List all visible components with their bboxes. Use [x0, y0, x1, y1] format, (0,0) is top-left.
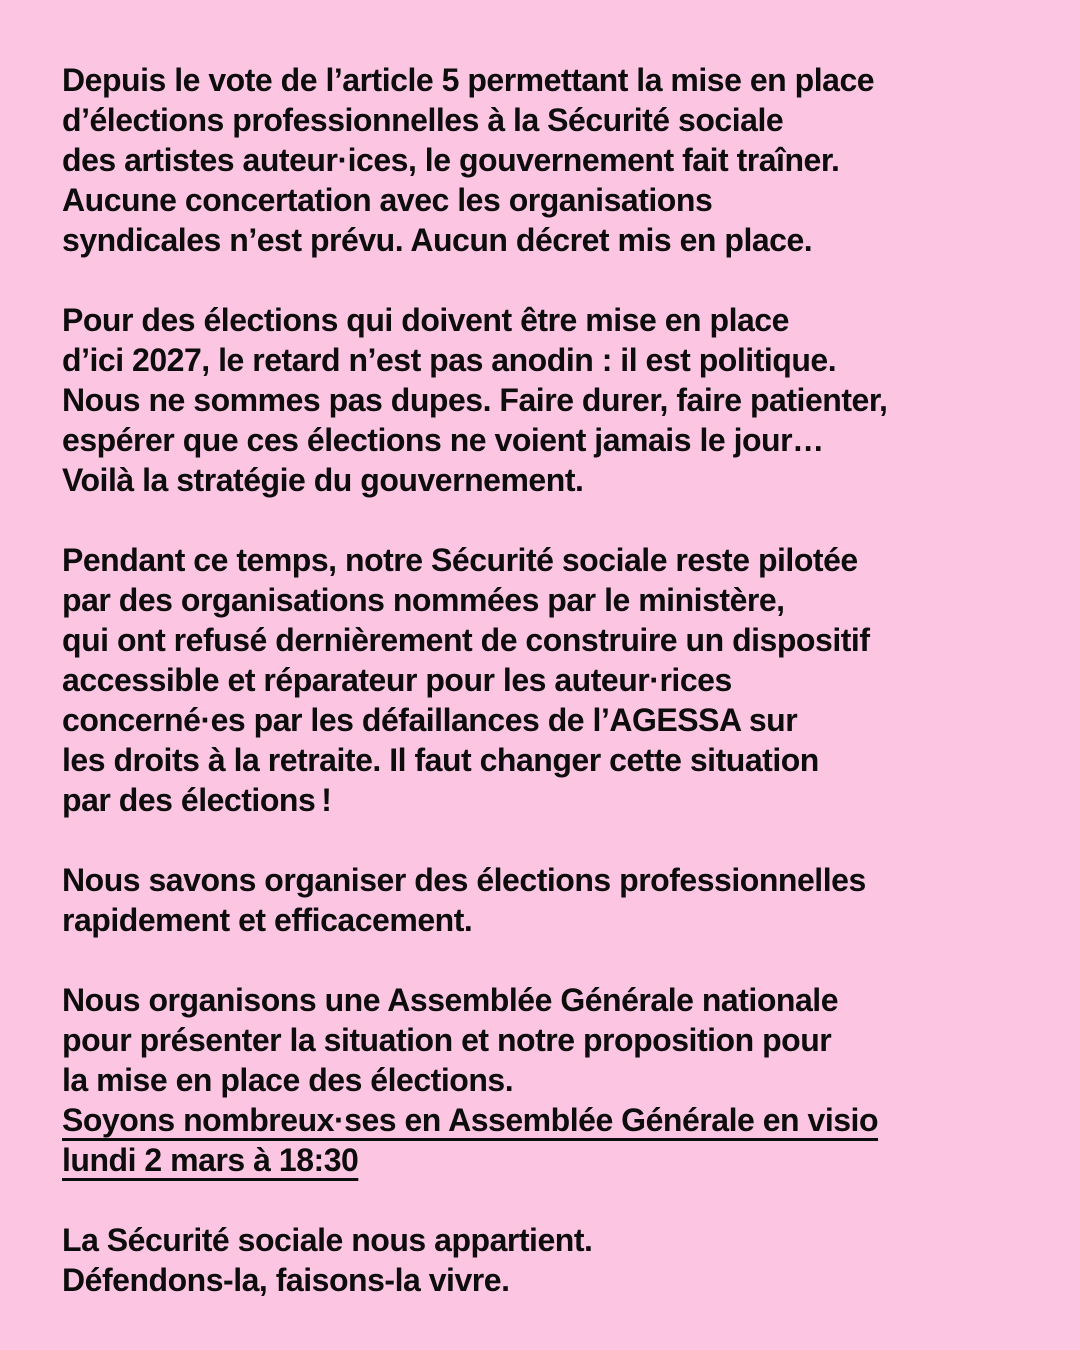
text-line: espérer que ces élections ne voient jamais le jour…: [62, 422, 824, 458]
text-line: des artistes auteur·ices, le gouvernement fait traîner.: [62, 142, 840, 178]
paragraph-slogan: [62, 1220, 1038, 1300]
text-line: Pendant ce temps, notre Sécurité sociale reste pilotée: [62, 542, 858, 578]
text-line: Défendons-la, faisons-la vivre.: [62, 1262, 510, 1298]
text-line: syndicales n’est prévu. Aucun décret mis en place.: [62, 222, 813, 258]
text-line: Nous ne sommes pas dupes. Faire durer, faire patienter,: [62, 382, 888, 418]
text-line: d’ici 2027, le retard n’est pas anodin : il est politique.: [62, 342, 837, 378]
paragraph-intro: [62, 60, 1038, 260]
text-line: Pour des élections qui doivent être mise en place: [62, 302, 789, 338]
text-line: Nous organisons une Assemblée Générale nationale: [62, 982, 839, 1018]
text-line: les droits à la retraite. Il faut changer cette situation: [62, 742, 819, 778]
call-to-action-date: lundi 2 mars à 18:30: [62, 1142, 359, 1178]
text-line: d’élections professionnelles à la Sécurité sociale: [62, 102, 784, 138]
text-line: Depuis le vote de l’article 5 permettant la mise en place: [62, 62, 875, 98]
paragraph-agessa: [62, 540, 1038, 820]
text-line: pour présenter la situation et notre proposition pour: [62, 1022, 832, 1058]
text-line: concerné·es par les défaillances de l’AGESSA sur: [62, 702, 798, 738]
text-line: Nous savons organiser des élections professionnelles: [62, 862, 866, 898]
text-line: rapidement et efficacement.: [62, 902, 473, 938]
text-line: qui ont refusé dernièrement de construire un dispositif: [62, 622, 870, 658]
text-line: par des élections !: [62, 782, 332, 818]
paragraph-assemblee-generale: [62, 980, 1038, 1180]
call-to-action-underlined: Soyons nombreux·ses en Assemblée Générale en visio: [62, 1102, 879, 1138]
text-line: accessible et réparateur pour les auteur·rices: [62, 662, 732, 698]
paragraph-savoir-faire: [62, 860, 1038, 940]
text-line: la mise en place des élections.: [62, 1062, 514, 1098]
text-line: La Sécurité sociale nous appartient.: [62, 1222, 593, 1258]
text-line: Voilà la stratégie du gouvernement.: [62, 462, 584, 498]
text-line: par des organisations nommées par le ministère,: [62, 582, 785, 618]
paragraph-retard-politique: [62, 300, 1038, 500]
text-line: Aucune concertation avec les organisations: [62, 182, 713, 218]
